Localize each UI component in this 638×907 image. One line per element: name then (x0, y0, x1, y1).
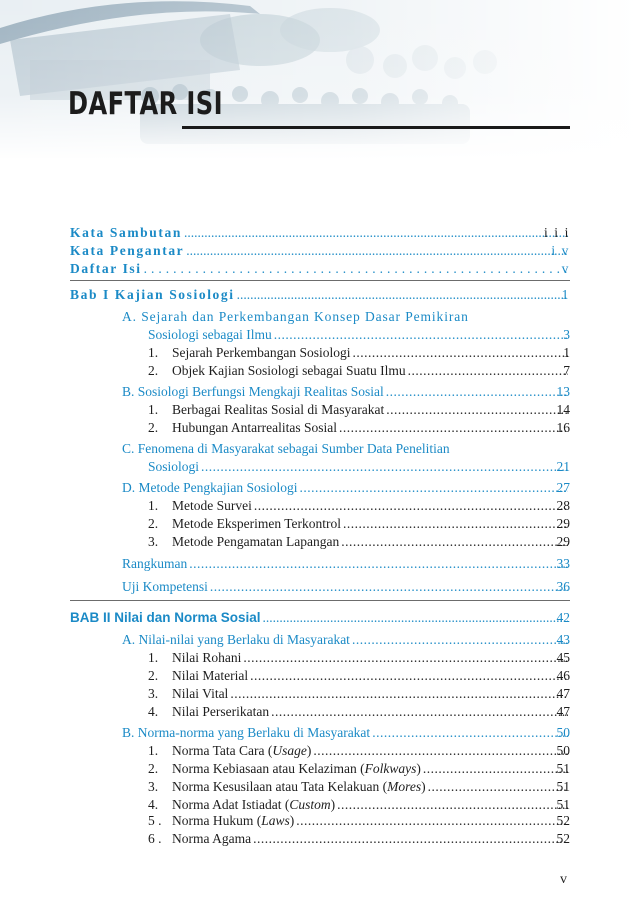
item-number: 3. (148, 779, 159, 794)
leader-dots (352, 631, 568, 649)
toc-entry-page: 29 (556, 516, 570, 531)
leader-dots (230, 685, 568, 703)
toc-item-1d-3[interactable] (148, 533, 570, 551)
toc-entry-label: Kata Pengantar (70, 243, 185, 258)
toc-entry-label: Daftar Isi (70, 261, 142, 276)
toc-entry-label: Norma Agama (172, 831, 252, 846)
toc-entry-label: Objek Kajian Sosiologi sebagai Suatu Ilmu (172, 363, 406, 378)
toc-entry-page: 51 (556, 779, 570, 794)
leader-dots (313, 742, 568, 760)
toc-entry-term: Folkways (364, 761, 417, 776)
leader-dots (408, 362, 568, 380)
toc-section-1c-line1[interactable]: C. Fenomena di Masyarakat sebagai Sumber Data Penelitian (122, 441, 450, 456)
item-number: 2. (148, 420, 159, 435)
toc-entry-uji-kompetensi[interactable] (122, 578, 570, 596)
toc-entry-page: 51 (556, 761, 570, 776)
leader-dots (144, 260, 568, 278)
item-number: 4. (148, 704, 159, 719)
toc-section-2a[interactable] (122, 631, 570, 649)
toc-entry-label: Metode Survei (172, 498, 252, 513)
section-divider (70, 600, 570, 601)
toc-entry-label: Norma Adat Istiadat ( (172, 797, 290, 812)
toc-item-2b-6[interactable] (148, 830, 570, 848)
toc-item-1a-2[interactable] (148, 362, 570, 380)
toc-entry-label: B. Sosiologi Berfungsi Mengkaji Realitas Sosial (122, 384, 384, 399)
toc-entry-label: Nilai Material (172, 668, 249, 683)
leader-dots (271, 703, 568, 721)
item-number: 2. (148, 363, 159, 378)
toc-entry-page: 3 (563, 327, 570, 342)
item-number: 1. (148, 650, 159, 665)
leader-dots (372, 724, 568, 742)
toc-chapter-bab-1[interactable] (70, 286, 570, 304)
toc-entry-label: Sosiologi sebagai Ilmu (148, 327, 272, 342)
toc-entry-page: 1 (561, 287, 570, 302)
chapter-heading: BAB II Nilai dan Norma Sosial (70, 610, 261, 625)
toc-section-1b[interactable] (122, 383, 570, 401)
toc-entry-label: Kata Sambutan (70, 225, 182, 240)
leader-dots (189, 555, 568, 573)
toc-entry-rangkuman[interactable] (122, 555, 570, 573)
toc-entry-label: Rangkuman (122, 556, 188, 571)
leader-dots (253, 830, 568, 848)
toc-item-2b-1[interactable] (148, 742, 570, 760)
leader-dots (339, 419, 568, 437)
leader-dots (237, 286, 568, 304)
toc-entry-page: 45 (556, 650, 570, 665)
paren-close: ) (289, 813, 295, 828)
item-number: 1. (148, 402, 159, 417)
toc-entry-page: 13 (556, 384, 570, 399)
toc-item-2b-3[interactable] (148, 778, 570, 796)
leader-dots (184, 224, 568, 242)
toc-item-2a-4[interactable] (148, 703, 570, 721)
leader-dots (423, 760, 568, 778)
paren-close: ) (421, 779, 426, 794)
leader-dots (386, 383, 568, 401)
toc-entry-page: 33 (556, 556, 570, 571)
toc-entry-page: 43 (556, 632, 570, 647)
toc-entry-page: 52 (556, 813, 570, 828)
paren-close: ) (330, 797, 336, 812)
section-divider (70, 280, 570, 281)
toc-entry-daftar-isi[interactable] (70, 260, 570, 278)
leader-dots (386, 401, 568, 419)
item-number: 4. (148, 797, 159, 812)
item-number: 6 . (148, 831, 162, 846)
toc-item-1b-1[interactable] (148, 401, 570, 419)
toc-item-2a-3[interactable] (148, 685, 570, 703)
toc-entry-label: Norma Hukum ( (172, 813, 262, 828)
toc-entry-page: 1 (563, 345, 570, 360)
toc-entry-kata-pengantar[interactable] (70, 242, 570, 260)
toc-entry-label: Nilai Perserikatan (172, 704, 270, 719)
toc-entry-label: Hubungan Antarrealitas Sosial (172, 420, 337, 435)
toc-entry-page: i v (551, 243, 570, 258)
toc-entry-page: 51 (556, 797, 570, 812)
toc-entry-label: D. Metode Pengkajian Sosiologi (122, 480, 298, 495)
item-number: 2. (148, 668, 159, 683)
item-number: 2. (148, 761, 159, 776)
toc-entry-label: A. Nilai-nilai yang Berlaku di Masyarakat (122, 632, 350, 647)
paren-close: ) (306, 743, 312, 758)
toc-item-1a-1[interactable] (148, 344, 570, 362)
toc-entry-label: Norma Tata Cara ( (172, 743, 273, 758)
toc-chapter-bab-2[interactable] (70, 609, 570, 627)
leader-dots (428, 778, 568, 796)
item-number: 2. (148, 516, 159, 531)
item-number: 1. (148, 743, 159, 758)
toc-entry-page: 52 (556, 831, 570, 846)
toc-entry-kata-sambutan[interactable] (70, 224, 570, 242)
toc-entry-page: 21 (556, 459, 570, 474)
toc-entry-label: Nilai Vital (172, 686, 229, 701)
toc-entry-page: 50 (556, 743, 570, 758)
leader-dots (296, 812, 568, 830)
leader-dots (254, 497, 568, 515)
toc-entry-term: Usage (272, 743, 307, 758)
toc-entry-label: Sosiologi (148, 459, 200, 474)
toc-entry-page: 7 (563, 363, 570, 378)
toc-section-1d[interactable] (122, 479, 570, 497)
toc-item-2b-2[interactable] (148, 760, 570, 778)
toc-section-1a[interactable] (148, 326, 570, 344)
toc-entry-page: 16 (556, 420, 570, 435)
toc-item-2a-1[interactable] (148, 649, 570, 667)
toc-item-1b-2[interactable] (148, 419, 570, 437)
item-number: 1. (148, 498, 159, 513)
toc-entry-label: Uji Kompetensi (122, 579, 208, 594)
toc-entry-label: Metode Pengamatan Lapangan (172, 534, 340, 549)
leader-dots (343, 515, 568, 533)
toc-item-2b-5[interactable] (148, 812, 570, 830)
leader-dots (274, 326, 568, 344)
leader-dots (186, 242, 568, 260)
item-number: 3. (148, 686, 159, 701)
toc-entry-label: Nilai Rohani (172, 650, 242, 665)
toc-entry-page: 14 (556, 402, 570, 417)
toc-item-1d-2[interactable] (148, 515, 570, 533)
toc-item-2a-2[interactable] (148, 667, 570, 685)
leader-dots (201, 458, 568, 476)
toc-entry-label: Sejarah Perkembangan Sosiologi (172, 345, 351, 360)
toc-entry-page: i i i (543, 225, 570, 240)
chapter-heading: Bab I Kajian Sosiologi (70, 287, 235, 302)
toc-entry-page: v (561, 261, 570, 276)
page-title: DAFTAR ISI (68, 86, 223, 122)
page-number: v (560, 872, 567, 887)
leader-dots (243, 649, 568, 667)
paren-close: ) (416, 761, 421, 776)
toc-entry-term: Custom (289, 797, 331, 812)
toc-entry-page: 29 (556, 534, 570, 549)
item-number: 1. (148, 345, 159, 360)
toc-section-1c[interactable] (148, 458, 570, 476)
toc-entry-label: B. Norma-norma yang Berlaku di Masyarakat (122, 725, 371, 740)
toc-entry-page: 36 (556, 579, 570, 594)
item-number: 3. (148, 534, 159, 549)
toc-entry-page: 47 (556, 686, 570, 701)
leader-dots (341, 533, 568, 551)
toc-entry-label: Metode Eksperimen Terkontrol (172, 516, 342, 531)
toc-entry-page: 42 (556, 610, 570, 625)
toc-entry-label: Norma Kebiasaan atau Kelaziman ( (172, 761, 365, 776)
toc-entry-page: 47 (556, 704, 570, 719)
leader-dots (300, 479, 569, 497)
toc-entry-label: Norma Kesusilaan atau Tata Kelakuan ( (172, 779, 388, 794)
toc-entry-label: Berbagai Realitas Sosial di Masyarakat (172, 402, 385, 417)
leader-dots (352, 344, 568, 362)
leader-dots (210, 578, 568, 596)
leader-dots (250, 667, 568, 685)
toc-entry-term: Mores (387, 779, 422, 794)
toc-section-2b[interactable] (122, 724, 570, 742)
toc-entry-page: 46 (556, 668, 570, 683)
item-number: 5 . (148, 813, 162, 828)
toc-section-1a-line1[interactable]: A. Sejarah dan Perkembangan Konsep Dasar Pemikiran (122, 309, 469, 324)
toc-entry-page: 28 (556, 498, 570, 513)
toc-entry-term: Laws (261, 813, 290, 828)
toc-item-1d-1[interactable] (148, 497, 570, 515)
leader-dots (263, 609, 568, 627)
toc-entry-page: 50 (556, 725, 570, 740)
toc-entry-page: 27 (556, 480, 570, 495)
